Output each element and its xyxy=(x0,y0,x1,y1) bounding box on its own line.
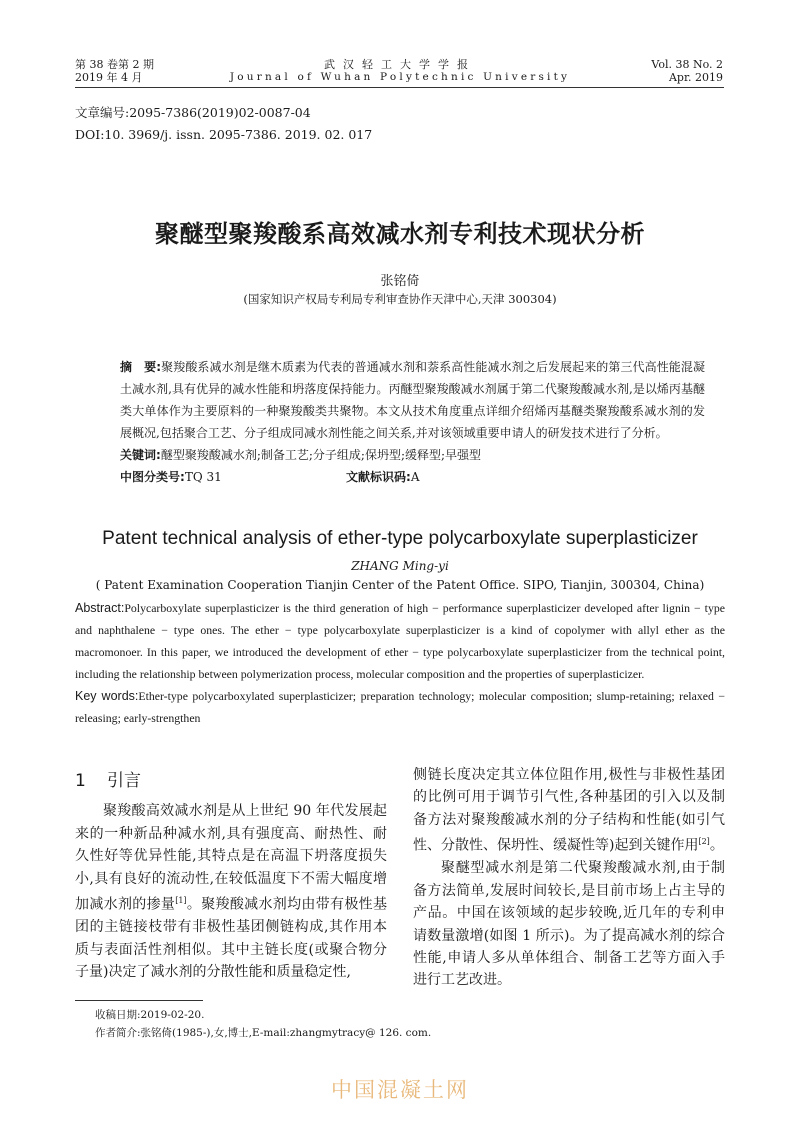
abstract-en-text: Polycarboxylate superplasticizer is the third generation of high − performance superplasticizer developed after lignin − type and naphthalene − type ones. The ether − type polycarboxylate superplasticizer is a kind of copolymer with allyl ether as the macromonoer. In this paper, we introduced the development of ether − type polycarboxylate superplasticizer from the technical point, including the relationship between polymerization process, molecular composition and the properties of superplasticizer. xyxy=(75,601,725,681)
abstract-cn xyxy=(120,356,705,488)
abstract-en xyxy=(75,597,725,729)
journal-name-en: Journal of Wuhan Polytechnic University xyxy=(229,71,571,83)
keywords-cn-label: 关键词: xyxy=(120,448,161,462)
journal-issue-en xyxy=(651,58,723,84)
abstract-en-label: Abstract: xyxy=(75,601,125,615)
clc-code xyxy=(120,466,346,488)
paragraph: 聚醚型减水剂是第二代聚羧酸减水剂,由于制备方法简单,发展时间较长,是目前市场上占主导的产品。中国在该领域的起步较晚,近几年的专利申请数量激增(如图 1 所示)。为了提高减水剂的综合性能,申请人多从单体组合、制备工艺等方面入手进行工艺改进。 xyxy=(413,860,725,989)
issue-date: 2019 年 4 月 xyxy=(75,71,143,84)
clc-label: 中图分类号: xyxy=(120,470,185,484)
clc-value: TQ 31 xyxy=(184,470,222,484)
volume-issue: 第 38 卷第 2 期 xyxy=(75,58,154,71)
keywords-en xyxy=(75,685,725,729)
received-date: 收稿日期:2019-02-20. xyxy=(95,1009,205,1021)
article-number: 文章编号:2095-7386(2019)02-0087-04 xyxy=(75,105,311,120)
author-bio: 作者简介:张铭倚(1985-),女,博士,E-mail:zhangmytracy@ 126. com. xyxy=(95,1027,432,1039)
doc-code xyxy=(346,466,419,488)
section-title: 引言 xyxy=(107,771,141,791)
affiliation: (国家知识产权局专利局专利审查协作天津中心,天津 300304) xyxy=(243,292,557,306)
citation[interactable]: [1] xyxy=(175,896,187,906)
paragraph-text: 。聚羧酸减水剂均由带有极性基团的主链接枝带有非极性基团侧链构成,其作用本质与表面活性剂相似。其中主链长度(或聚合物分子量)决定了减水剂的分散性能和质量稳定性, xyxy=(75,896,387,980)
footnotes xyxy=(95,1006,431,1042)
english-affiliation: ( Patent Examination Cooperation Tianjin Center of the Patent Office. SIPO, Tianjin, 300304, China) xyxy=(95,578,705,592)
keywords-en-label: Key words: xyxy=(75,689,139,703)
keywords-cn-text: 醚型聚羧酸减水剂;制备工艺;分子组成;保坍型;缓释型;早强型 xyxy=(160,448,482,462)
paragraph-text: 聚羧酸高效减水剂是从上世纪 90 年代发展起来的一种新品种减水剂,具有强度高、耐热性、耐久性好等优异性能,其特点是在高温下坍落度损失小,具有良好的流动性,在较低温度下不需大幅度增加减水剂的掺量 xyxy=(75,803,387,913)
classification-row xyxy=(120,466,705,488)
paragraph-text: 侧链长度决定其立体位阻作用,极性与非极性基团的比例可用于调节引气性,各种基团的引入以及制备方法对聚羧酸减水剂的分子结构和性能(如引气性、分散性、保坍性、缓凝性等)起到关键作用 xyxy=(413,767,725,854)
body-column-left xyxy=(75,770,387,983)
body-column-right xyxy=(413,764,725,992)
article-meta xyxy=(75,102,372,146)
abstract-cn-text: 聚羧酸系减水剂是继木质素为代表的普通减水剂和萘系高性能减水剂之后发展起来的第三代高性能混凝土减水剂,具有优异的减水性能和坍落度保持能力。丙醚型聚羧酸减水剂属于第二代聚羧酸减水剂,是以烯丙基醚类大单体作为主要原料的一种聚羧酸类共聚物。本文从技术角度重点详细介绍烯丙基醚类聚羧酸系减水剂的发展概况,包括聚合工艺、分子组成同减水剂性能之间关系,并对该领域重要申请人的研发技术进行了分析。 xyxy=(120,360,705,440)
section-number: 1 xyxy=(75,771,86,791)
keywords-en-text: Ether-type polycarboxylated superplasticizer; preparation technology; molecular composition; slump-retaining; relaxed − releasing; early-strengthen xyxy=(75,689,725,725)
volume-issue-en: Vol. 38 No. 2 xyxy=(651,58,723,71)
english-title: Patent technical analysis of ether-type polycarboxylate superplasticizer xyxy=(102,528,698,549)
abstract-en-body xyxy=(75,597,725,685)
footnote-rule xyxy=(75,1000,203,1001)
keywords-cn xyxy=(120,444,705,466)
english-author: ZHANG Ming-yi xyxy=(351,559,449,573)
doc-code-value: A xyxy=(410,470,420,484)
section-heading xyxy=(75,770,387,792)
paragraph-text: 。 xyxy=(709,837,724,854)
issue-date-en: Apr. 2019 xyxy=(668,71,723,84)
paragraph xyxy=(413,764,725,857)
author: 张铭倚 xyxy=(380,274,420,289)
paragraph xyxy=(75,800,387,983)
abstract-cn-body xyxy=(120,356,705,444)
journal-name-cn: 武汉轻工大学学报 xyxy=(324,58,476,71)
header-rule xyxy=(75,87,724,88)
citation[interactable]: [2] xyxy=(698,837,710,847)
abstract-cn-label: 摘 要: xyxy=(120,360,162,374)
paper-title: 聚醚型聚羧酸系高效减水剂专利技术现状分析 xyxy=(155,220,645,248)
doi: DOI:10. 3969/j. issn. 2095-7386. 2019. 02. 017 xyxy=(75,127,373,142)
watermark: 中国混凝土网 xyxy=(331,1078,469,1102)
doc-code-label: 文献标识码: xyxy=(346,470,411,484)
